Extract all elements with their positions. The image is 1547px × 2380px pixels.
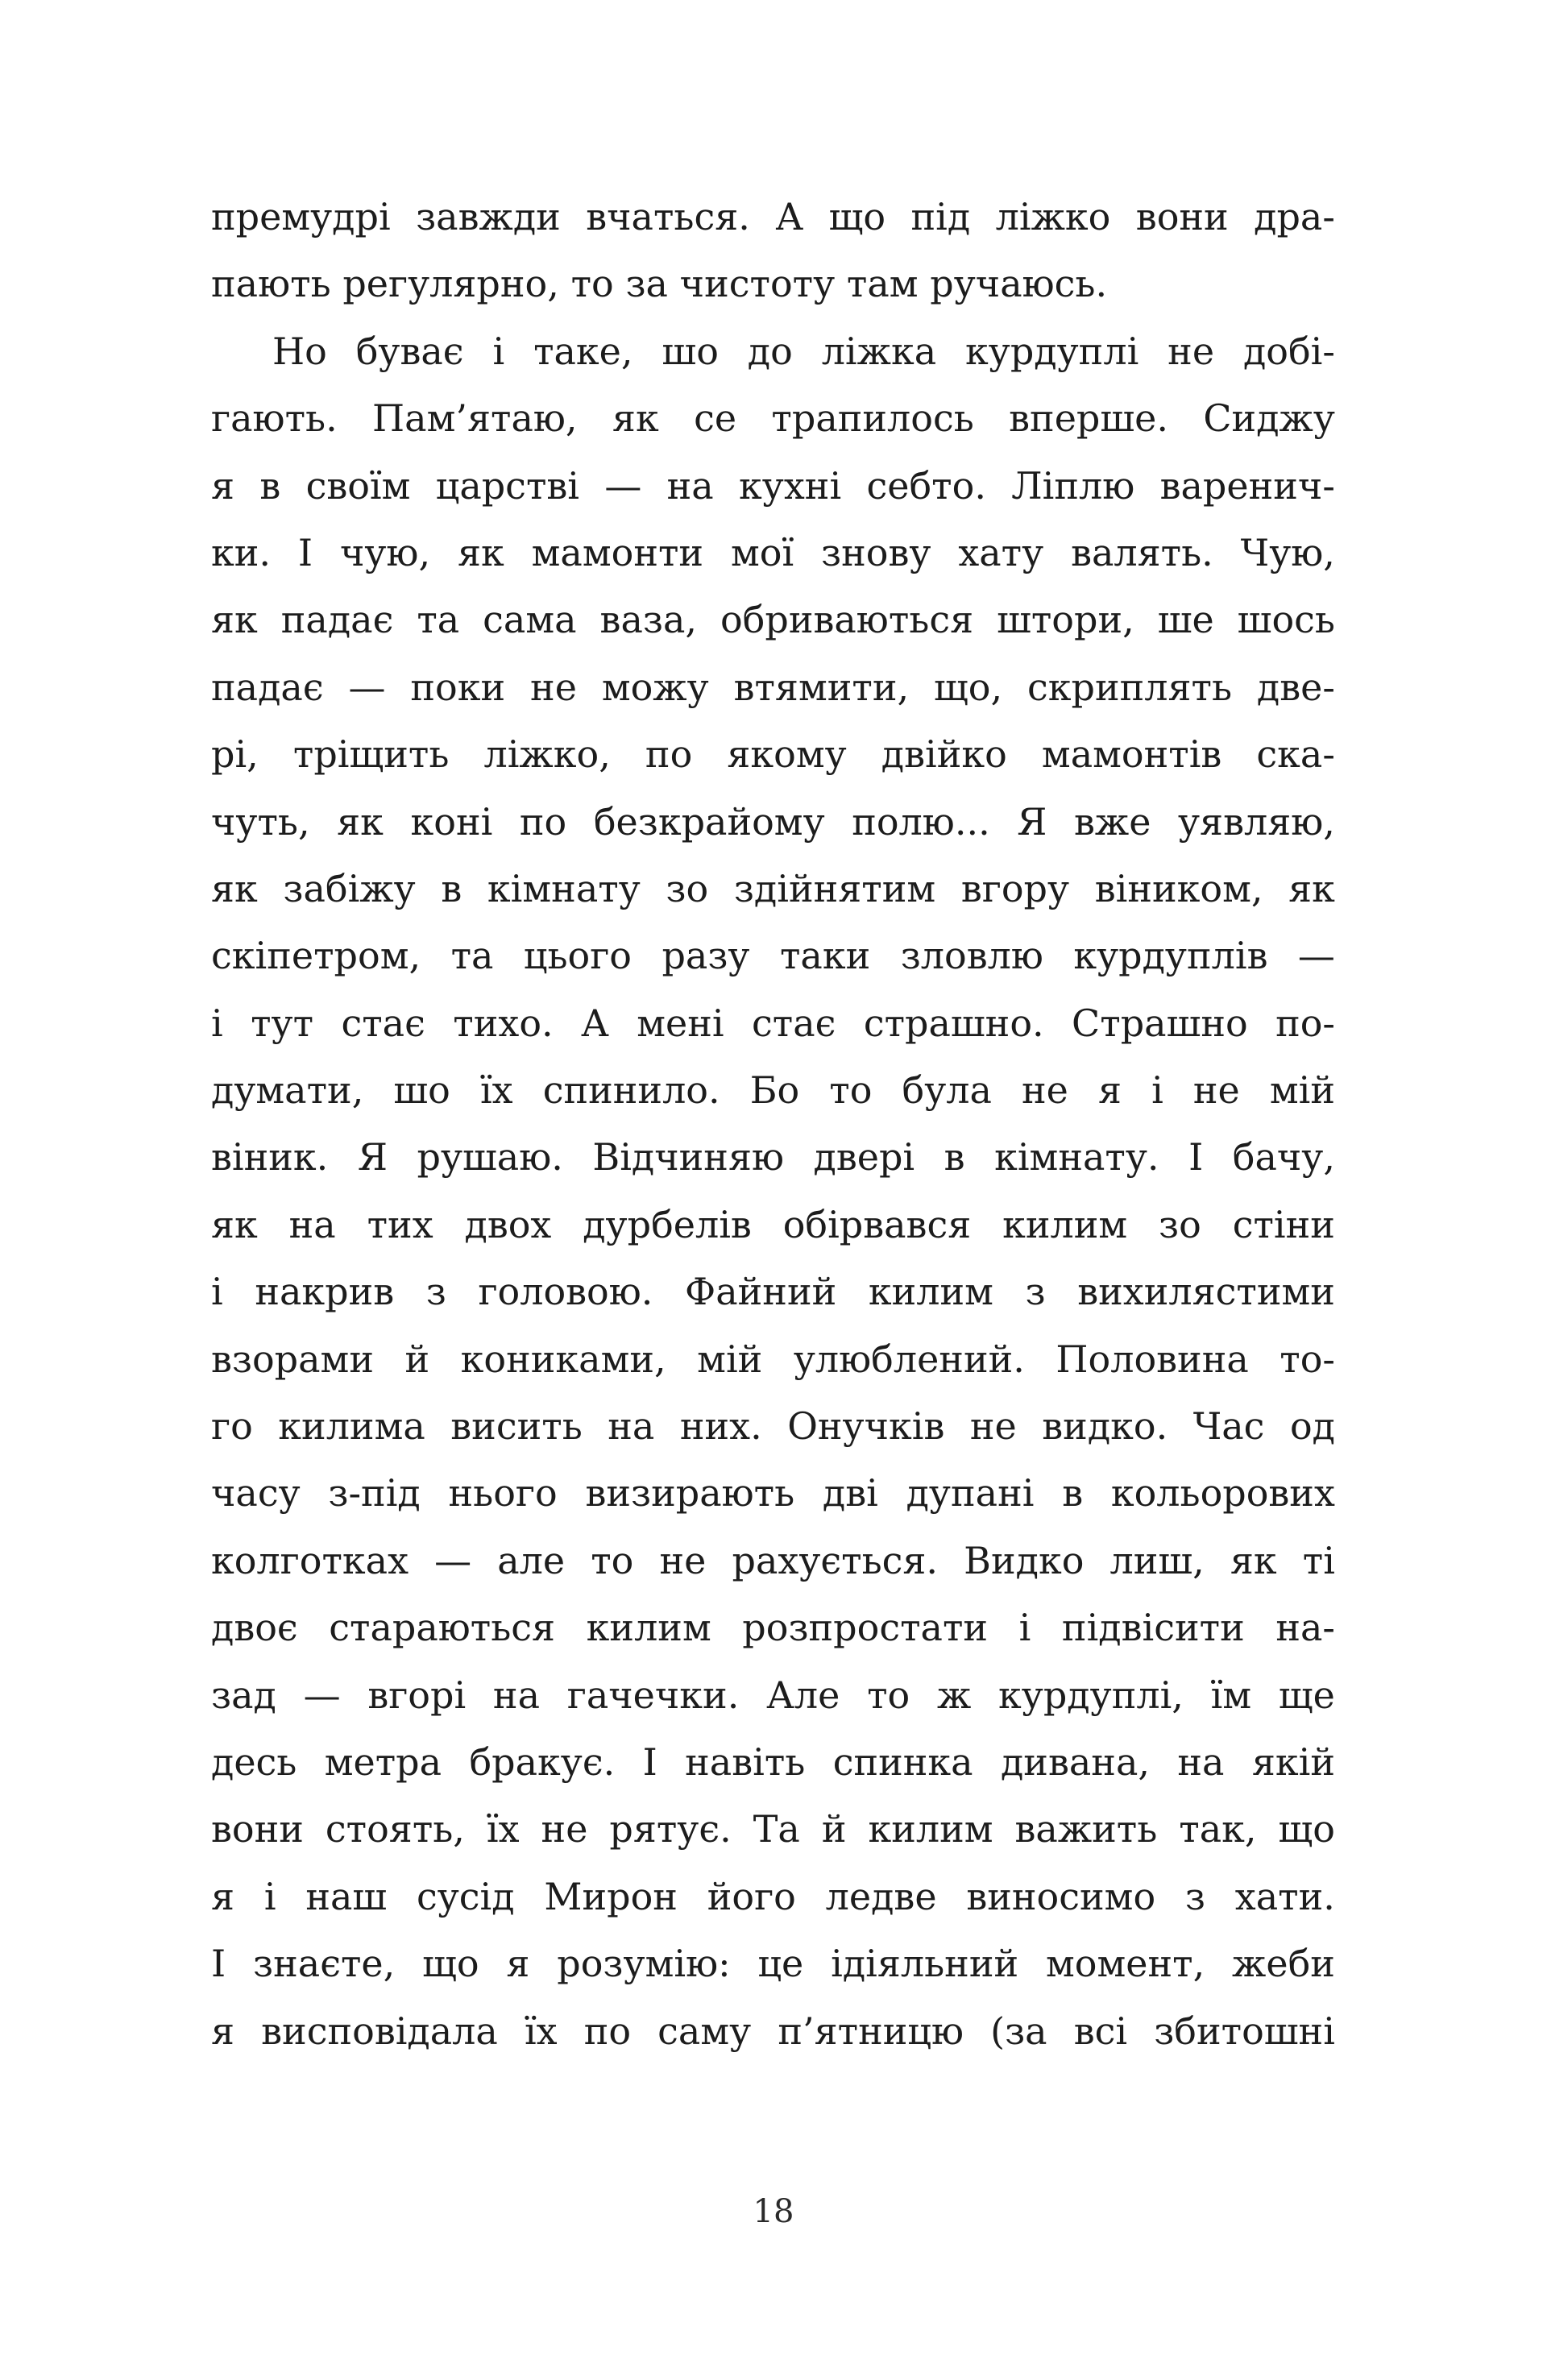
- text-line: [211, 789, 1335, 856]
- text-line: [211, 1393, 1335, 1460]
- word: Але: [766, 1673, 840, 1717]
- word: на: [666, 463, 714, 508]
- word: на: [1177, 1739, 1225, 1784]
- word: Бо: [749, 1068, 800, 1113]
- word: шо: [662, 329, 719, 373]
- word: се: [694, 396, 737, 441]
- word: стіни: [1232, 1202, 1335, 1246]
- word: кониками,: [460, 1337, 666, 1381]
- word: здійнятим: [733, 866, 936, 910]
- text-line: [211, 1998, 1335, 2065]
- word: ще: [1278, 1673, 1335, 1717]
- word: обірвався: [782, 1202, 972, 1246]
- word: вихилястими: [1077, 1270, 1335, 1314]
- word: й: [404, 1337, 430, 1381]
- word: уявляю,: [1177, 799, 1335, 844]
- word: себто.: [866, 463, 986, 508]
- word: та: [417, 598, 460, 642]
- word: курдуплі,: [998, 1673, 1184, 1717]
- word: ж: [936, 1673, 972, 1717]
- word: в: [441, 866, 462, 910]
- word: скіпетром,: [211, 934, 421, 978]
- word: Я: [1017, 799, 1047, 844]
- word: то: [829, 1068, 873, 1113]
- word: Онучків: [787, 1404, 945, 1449]
- word: по: [583, 2009, 632, 2053]
- word: рушаю.: [417, 1135, 563, 1180]
- word: я: [211, 463, 235, 508]
- word: рятує.: [609, 1807, 732, 1851]
- word: валять.: [1071, 530, 1213, 574]
- word: таки: [779, 934, 871, 978]
- word: ліжка: [821, 329, 937, 373]
- word: вгору: [960, 866, 1070, 910]
- word: віник.: [211, 1135, 329, 1180]
- word: —: [303, 1673, 341, 1717]
- word: там: [846, 262, 919, 306]
- word: І: [297, 530, 313, 574]
- word: курдуплі: [965, 329, 1139, 373]
- word: килима: [278, 1404, 425, 1449]
- word: сусід: [416, 1874, 515, 1918]
- word: Час: [1192, 1404, 1265, 1449]
- word: мамонтів: [1041, 732, 1222, 777]
- word: вони: [211, 1807, 304, 1851]
- word: кухні: [739, 463, 842, 508]
- word: курдуплів: [1073, 934, 1268, 978]
- text-line: [211, 1864, 1335, 1930]
- page-number: 18: [753, 2193, 794, 2230]
- word: я: [506, 1942, 530, 1986]
- word: Я: [357, 1135, 388, 1180]
- word: момент,: [1045, 1942, 1205, 1986]
- word: то: [591, 1538, 634, 1582]
- word: мій: [697, 1337, 763, 1381]
- word: жеби: [1232, 1942, 1335, 1986]
- word: спинило.: [542, 1068, 720, 1113]
- word: шось: [1237, 598, 1335, 642]
- word: вже: [1073, 799, 1151, 844]
- word: з-під: [328, 1471, 421, 1515]
- word: двері: [813, 1135, 915, 1180]
- word: як: [612, 396, 659, 441]
- text-line: [211, 1460, 1335, 1527]
- word: падає: [280, 598, 394, 642]
- word: скриплять: [1027, 665, 1233, 709]
- word: ше: [1157, 598, 1214, 642]
- word: ледве: [825, 1874, 937, 1918]
- word: метра: [324, 1739, 442, 1784]
- word: Сиджу: [1203, 396, 1335, 441]
- text-line: [211, 1662, 1335, 1729]
- word: ліжко: [995, 195, 1111, 238]
- word: і: [263, 1874, 276, 1918]
- word: зо: [666, 866, 709, 910]
- word: можу: [601, 665, 709, 709]
- word: по-: [1275, 1001, 1335, 1045]
- word: буває: [355, 329, 464, 373]
- word: по: [519, 799, 567, 844]
- word: дра-: [1254, 195, 1335, 238]
- word: своїм: [305, 463, 411, 508]
- word: з: [1025, 1270, 1046, 1314]
- word: тріщить: [292, 732, 450, 777]
- word: не: [541, 1807, 588, 1851]
- word: чистоту: [679, 262, 836, 306]
- word: гачечки.: [566, 1673, 740, 1717]
- word: десь: [211, 1739, 297, 1784]
- text-line: [211, 1192, 1335, 1258]
- word: висповідала: [261, 2009, 498, 2053]
- word: на: [288, 1202, 336, 1246]
- word: його: [707, 1874, 796, 1918]
- word: з: [425, 1270, 446, 1314]
- word: вчаться.: [586, 195, 750, 238]
- word: наш: [305, 1874, 388, 1918]
- text-line: [211, 923, 1335, 989]
- word: нього: [448, 1471, 558, 1515]
- word: стає: [752, 1001, 836, 1045]
- word: не: [1192, 1068, 1240, 1113]
- word: зо: [1159, 1202, 1201, 1246]
- word: страшно.: [863, 1001, 1044, 1045]
- text-line: [211, 1930, 1335, 1997]
- text-line: [211, 1594, 1335, 1661]
- body-text: [211, 184, 1335, 2065]
- text-line: [211, 990, 1335, 1057]
- word: навіть: [685, 1739, 806, 1784]
- word: Но: [272, 329, 327, 373]
- word: двійко: [881, 732, 1007, 777]
- word: премудрі: [211, 195, 391, 238]
- word: вони: [1135, 195, 1229, 238]
- word: них.: [679, 1404, 762, 1449]
- word: в: [1062, 1471, 1084, 1515]
- text-line: [211, 721, 1335, 788]
- word: килим: [586, 1606, 711, 1650]
- word: варенич-: [1159, 463, 1335, 508]
- word: мої: [730, 530, 794, 574]
- word: якому: [727, 732, 847, 777]
- text-line: [211, 251, 1335, 317]
- word: (за: [990, 2009, 1047, 2053]
- word: килим: [868, 1807, 993, 1851]
- word: килим: [868, 1270, 993, 1314]
- text-line: [211, 1326, 1335, 1393]
- word: таке,: [533, 329, 633, 373]
- word: з: [1184, 1874, 1206, 1918]
- word: ки.: [211, 530, 272, 574]
- word: що: [422, 1942, 479, 1986]
- text-line: [211, 654, 1335, 721]
- word: це: [757, 1942, 804, 1986]
- word: две-: [1256, 665, 1335, 709]
- word: видко.: [1042, 1404, 1168, 1449]
- word: Файний: [685, 1270, 837, 1314]
- word: я: [211, 2009, 235, 2053]
- word: під: [910, 195, 971, 238]
- text-line: [211, 1729, 1335, 1796]
- word: так,: [1179, 1807, 1257, 1851]
- word: їх: [479, 1068, 513, 1113]
- word: А: [775, 195, 804, 238]
- word: не: [1022, 1068, 1068, 1113]
- word: якій: [1251, 1739, 1335, 1784]
- word: добі-: [1242, 329, 1335, 373]
- word: на: [492, 1673, 540, 1717]
- word: в: [944, 1135, 965, 1180]
- text-line: [211, 453, 1335, 520]
- word: я: [1097, 1068, 1122, 1113]
- word: висить: [450, 1404, 583, 1449]
- word: Відчиняю: [592, 1135, 785, 1180]
- word: І: [211, 1942, 226, 1986]
- word: ідіяльний: [831, 1942, 1019, 1986]
- word: —: [1297, 934, 1335, 978]
- word: ручаюсь.: [930, 262, 1108, 306]
- word: А: [581, 1001, 609, 1045]
- word: хату: [958, 530, 1044, 574]
- word: мені: [637, 1001, 724, 1045]
- word: і: [211, 1270, 223, 1314]
- word: до: [747, 329, 793, 373]
- word: і: [492, 329, 505, 373]
- text-line: [211, 1528, 1335, 1594]
- word: спинка: [832, 1739, 973, 1784]
- word: була: [902, 1068, 992, 1113]
- text-line: [211, 1796, 1335, 1863]
- word: визирають: [585, 1471, 795, 1515]
- word: дивана,: [1000, 1739, 1150, 1784]
- word: улюблений.: [793, 1337, 1025, 1381]
- word: підвісити: [1061, 1606, 1245, 1650]
- word: як: [211, 866, 258, 910]
- word: втямити,: [733, 665, 910, 709]
- word: і: [1018, 1606, 1031, 1650]
- word: віником,: [1094, 866, 1263, 910]
- word: Видко: [964, 1538, 1085, 1582]
- word: кольорових: [1110, 1471, 1335, 1515]
- word: тих: [367, 1202, 433, 1246]
- word: гають.: [211, 396, 338, 441]
- word: як: [211, 598, 258, 642]
- word: трапилось: [771, 396, 974, 441]
- word: і: [211, 1001, 223, 1045]
- text-line: [211, 318, 1335, 385]
- word: не: [1168, 329, 1215, 373]
- word: мій: [1269, 1068, 1335, 1113]
- word: важить: [1014, 1807, 1158, 1851]
- word: як: [457, 530, 504, 574]
- word: на-: [1275, 1606, 1335, 1650]
- word: Ліплю: [1011, 463, 1135, 508]
- word: двох: [464, 1202, 552, 1246]
- text-line: [211, 1124, 1335, 1191]
- word: по: [645, 732, 693, 777]
- word: знову: [821, 530, 931, 574]
- word: од: [1289, 1404, 1335, 1449]
- word: коні: [410, 799, 493, 844]
- word: розпростати: [742, 1606, 989, 1650]
- text-line: [211, 587, 1335, 653]
- word: то-: [1279, 1337, 1335, 1381]
- word: всі: [1073, 2009, 1128, 2053]
- word: знаєте,: [253, 1942, 396, 1986]
- word: забіжу: [283, 866, 416, 910]
- word: їм: [1210, 1673, 1252, 1717]
- word: зловлю: [900, 934, 1043, 978]
- word: як: [1288, 866, 1335, 910]
- word: та: [450, 934, 494, 978]
- word: шо: [393, 1068, 450, 1113]
- word: але: [497, 1538, 566, 1582]
- word: як: [337, 799, 384, 844]
- word: що,: [934, 665, 1003, 709]
- word: регулярно,: [342, 262, 559, 306]
- word: я: [211, 1874, 235, 1918]
- text-line: [211, 1258, 1335, 1325]
- word: пають: [211, 262, 331, 306]
- word: вгорі: [367, 1673, 467, 1717]
- word: Чую,: [1240, 530, 1335, 574]
- word: тихо.: [453, 1001, 554, 1045]
- word: цього: [523, 934, 632, 978]
- word: кімнату.: [994, 1135, 1159, 1180]
- word: їх: [524, 2009, 558, 2053]
- word: двоє: [211, 1606, 298, 1650]
- word: І: [1188, 1135, 1204, 1180]
- text-line: [211, 385, 1335, 452]
- word: разу: [662, 934, 750, 978]
- word: взорами: [211, 1337, 374, 1381]
- word: що: [1278, 1807, 1335, 1851]
- word: не: [530, 665, 577, 709]
- word: Та: [753, 1807, 800, 1851]
- word: —: [604, 463, 642, 508]
- word: виносимо: [966, 1874, 1156, 1918]
- word: —: [434, 1538, 472, 1582]
- word: падає: [211, 665, 324, 709]
- word: килим: [1002, 1202, 1128, 1246]
- word: як: [211, 1202, 258, 1246]
- word: мамонти: [531, 530, 704, 574]
- word: саму: [657, 2009, 752, 2053]
- word: колготках: [211, 1538, 409, 1582]
- word: штори,: [997, 598, 1134, 642]
- word: не: [659, 1538, 707, 1582]
- word: поки: [410, 665, 506, 709]
- word: Мирон: [544, 1874, 678, 1918]
- word: Страшно: [1072, 1001, 1248, 1045]
- word: дурбелів: [583, 1202, 752, 1246]
- word: обриваються: [720, 598, 974, 642]
- word: ті: [1302, 1538, 1335, 1582]
- word: вперше.: [1009, 396, 1168, 441]
- word: дупані: [906, 1471, 1035, 1515]
- word: зад: [211, 1673, 276, 1717]
- word: рахується.: [732, 1538, 939, 1582]
- word: їх: [486, 1807, 520, 1851]
- text-line: [211, 184, 1335, 251]
- word: Половина: [1056, 1337, 1249, 1381]
- word: безкрайому: [593, 799, 825, 844]
- word: бачу,: [1232, 1135, 1335, 1180]
- word: стараються: [329, 1606, 556, 1650]
- text-line: [211, 1057, 1335, 1124]
- word: завжди: [416, 195, 561, 238]
- word: стоять,: [325, 1807, 465, 1851]
- word: полю...: [852, 799, 990, 844]
- word: то: [570, 262, 614, 306]
- word: не: [969, 1404, 1017, 1449]
- word: й: [821, 1807, 847, 1851]
- word: царстві: [435, 463, 580, 508]
- word: ваза,: [599, 598, 698, 642]
- word: думати,: [211, 1068, 364, 1113]
- word: збитошні: [1154, 2009, 1335, 2053]
- word: за: [625, 262, 668, 306]
- word: ліжко,: [483, 732, 611, 777]
- word: дві: [822, 1471, 878, 1515]
- word: накрив: [255, 1270, 395, 1314]
- word: що: [828, 195, 886, 238]
- word: головою.: [478, 1270, 653, 1314]
- text-line: [211, 856, 1335, 923]
- word: часу: [211, 1471, 301, 1515]
- word: чую,: [339, 530, 431, 574]
- word: і: [1151, 1068, 1163, 1113]
- word: сама: [483, 598, 577, 642]
- word: то: [867, 1673, 910, 1717]
- text-line: [211, 520, 1335, 587]
- word: в: [259, 463, 281, 508]
- word: І: [642, 1739, 657, 1784]
- word: розумію:: [557, 1942, 731, 1986]
- word: п’ятницю: [778, 2009, 964, 2053]
- word: як: [1230, 1538, 1277, 1582]
- word: чуть,: [211, 799, 310, 844]
- word: стає: [341, 1001, 425, 1045]
- word: бракує.: [469, 1739, 616, 1784]
- word: тут: [251, 1001, 314, 1045]
- word: ска-: [1256, 732, 1335, 777]
- word: Пам’ятаю,: [372, 396, 578, 441]
- word: кімнату: [487, 866, 641, 910]
- word: на: [608, 1404, 655, 1449]
- word: хати.: [1234, 1874, 1335, 1918]
- word: го: [211, 1404, 253, 1449]
- word: рі,: [211, 732, 259, 777]
- word: лиш,: [1109, 1538, 1205, 1582]
- word: —: [348, 665, 386, 709]
